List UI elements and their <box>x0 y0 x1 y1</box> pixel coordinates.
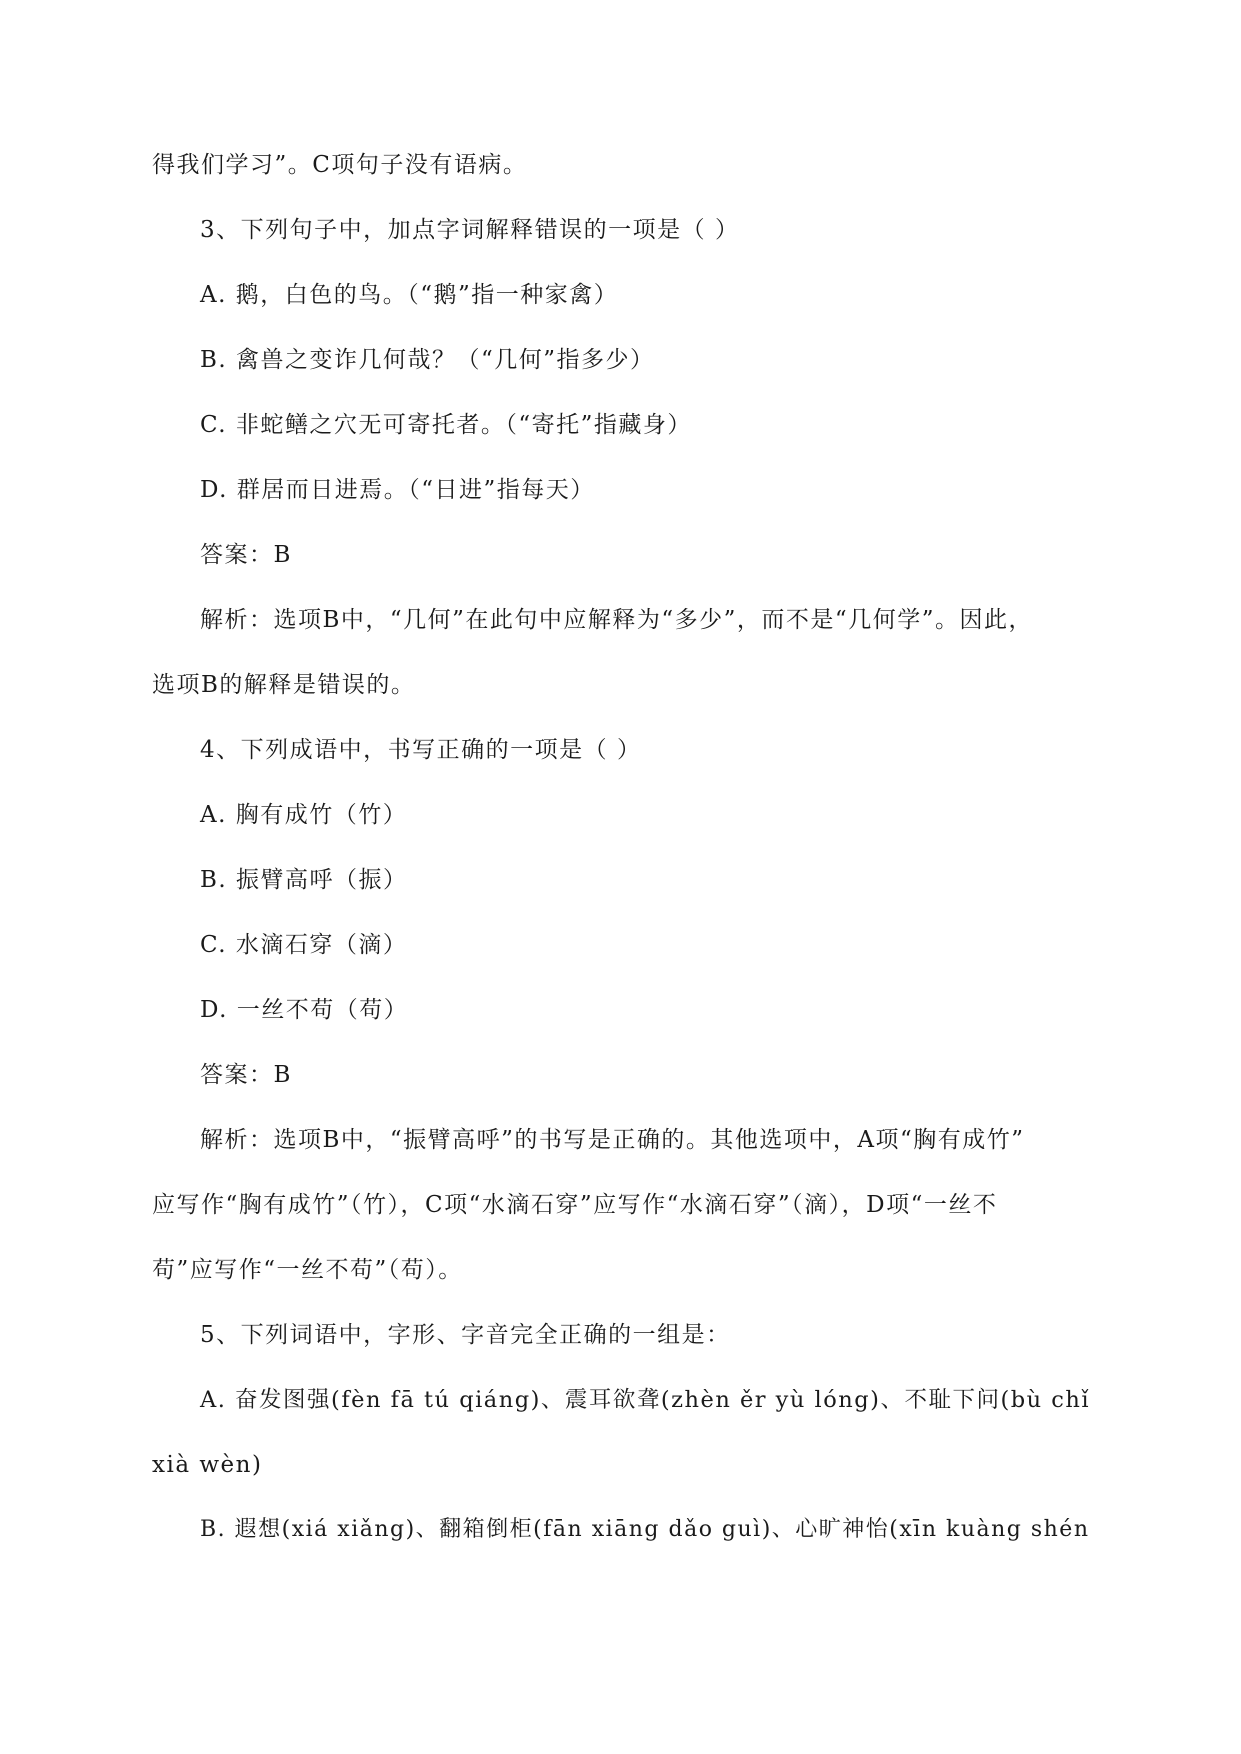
question-3-answer: 答案：B <box>200 542 292 568</box>
text-line-continuation: 得我们学习”。C项句子没有语病。 <box>152 152 528 178</box>
question-3-option-d: D. 群居而日进焉。（“日进”指每天） <box>200 477 595 503</box>
question-5-option-b: B. 遐想(xiá xiǎng)、翻箱倒柜(fān xiāng dǎo guì)、心旷神怡(xīn kuàng shén <box>200 1517 1090 1542</box>
question-4-analysis-cont-1: 应写作“胸有成竹”（竹），C项“水滴石穿”应写作“水滴石穿”（滴），D项“一丝不 <box>152 1192 998 1218</box>
question-4-analysis-cont-2: 苟”应写作“一丝不苟”（苟）。 <box>152 1257 463 1283</box>
question-3-option-c: C. 非蛇鳝之穴无可寄托者。（“寄托”指藏身） <box>200 412 692 438</box>
question-3-stem: 3、下列句子中，加点字词解释错误的一项是（ ） <box>200 217 740 243</box>
question-3-option-a: A. 鹅，白色的鸟。（“鹅”指一种家禽） <box>200 282 619 308</box>
question-4-option-c: C. 水滴石穿（滴） <box>200 932 408 958</box>
question-5-option-a-cont: xià wèn) <box>152 1452 263 1478</box>
question-4-option-a: A. 胸有成竹（竹） <box>200 802 408 828</box>
question-4-option-b: B. 振臂高呼（振） <box>200 867 408 893</box>
question-4-option-d: D. 一丝不苟（苟） <box>200 997 409 1023</box>
question-4-stem: 4、下列成语中，书写正确的一项是（ ） <box>200 737 642 763</box>
question-3-analysis: 解析：选项B中，“几何”在此句中应解释为“多少”，而不是“几何学”。因此， <box>200 607 1033 633</box>
question-4-analysis: 解析：选项B中，“振臂高呼”的书写是正确的。其他选项中，A项“胸有成竹” <box>200 1127 1025 1153</box>
question-5-stem: 5、下列词语中，字形、字音完全正确的一组是： <box>200 1322 731 1348</box>
question-4-answer: 答案：B <box>200 1062 292 1088</box>
question-3-option-b: B. 禽兽之变诈几何哉？（“几何”指多少） <box>200 347 655 373</box>
question-3-analysis-cont: 选项B的解释是错误的。 <box>152 672 416 698</box>
question-5-option-a: A. 奋发图强(fèn fā tú qiáng)、震耳欲聋(zhèn ěr yù lóng)、不耻下问(bù chǐ <box>200 1387 1091 1413</box>
